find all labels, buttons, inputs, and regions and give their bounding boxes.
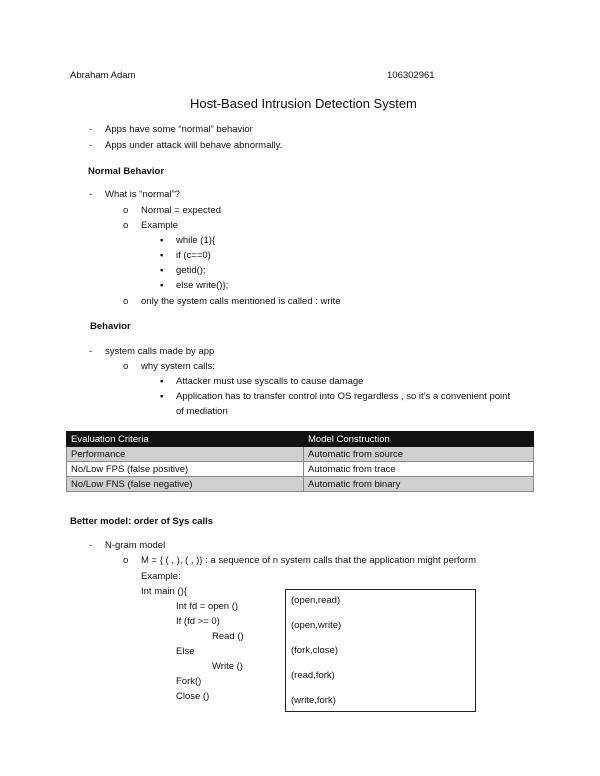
table-row [67,477,534,492]
circle-bullet: o [123,555,129,566]
square-bullet: ▪ [160,391,164,402]
code-line: Else [176,646,195,657]
table-cell: No/Low FNS (false negative) [67,477,304,492]
code-line: while (1){ [176,235,216,246]
example-label: Example: [141,571,181,582]
circle-bullet: o [123,220,129,231]
square-bullet: ▪ [160,265,164,276]
ngram-pair: (open,write) [291,620,342,631]
square-bullet: ▪ [160,376,164,387]
table-row [67,462,534,477]
ngram-pair: (fork,close) [291,645,338,656]
dash-bullet: - [89,540,93,551]
intro-item: Apps under attack will behave abnormally. [105,140,283,151]
only-system-calls: only the system calls mentioned is called : write [141,296,341,307]
code-line: Fork() [176,676,202,687]
square-bullet: ▪ [160,235,164,246]
table-header-cell: Model Construction [304,432,534,447]
author-name: Abraham Adam [70,70,136,81]
code-line: Close () [176,691,210,702]
reason-item-continued: of mediation [176,406,228,417]
intro-item: Apps have some “normal” behavior [105,124,253,135]
table-row [67,447,534,462]
square-bullet: ▪ [160,280,164,291]
code-line: Write () [212,661,243,672]
section-heading-better-model: Better model: order of Sys calls [70,516,214,527]
code-line: Read () [212,631,244,642]
dash-bullet: - [89,124,93,135]
example-label: Example [141,220,178,231]
student-id: 106302961 [387,70,435,81]
reason-item: Attacker must use syscalls to cause damage [176,376,364,387]
section-heading-behavior: Behavior [90,321,131,332]
dash-bullet: - [89,189,93,200]
table-cell: Automatic from trace [304,462,534,477]
table-header-cell: Evaluation Criteria [67,432,304,447]
table-cell: Automatic from binary [304,477,534,492]
table-cell: Automatic from source [304,447,534,462]
evaluation-table [66,431,534,492]
table-cell: No/Low FPS (false positive) [67,462,304,477]
code-line: if (c==0) [176,250,211,261]
code-line: If (fd >= 0) [176,616,220,627]
ngram-pair: (write,fork) [291,695,336,706]
code-line: else write()}; [176,280,229,291]
m-definition: M = { ( , ), ( , )} : a sequence of n system calls that the application might perform [141,555,477,566]
reason-item: Application has to transfer control into OS regardless , so it’s a convenient point [176,391,511,402]
circle-bullet: o [123,361,129,372]
normal-question: What is “normal”? [105,189,180,200]
code-line: Int fd = open () [176,601,239,612]
why-system-calls: why system calls: [141,361,215,372]
section-heading-normal-behavior: Normal Behavior [88,166,165,177]
ngram-pair: (read,fork) [291,670,335,681]
circle-bullet: o [123,205,129,216]
dash-bullet: - [89,346,93,357]
square-bullet: ▪ [160,250,164,261]
code-line: getid(); [176,265,206,276]
page-title: Host-Based Intrusion Detection System [190,96,417,111]
normal-definition: Normal = expected [141,205,221,216]
code-line: Int main (){ [141,586,187,597]
circle-bullet: o [123,296,129,307]
ngram-pair: (open,read) [291,595,341,606]
table-header-row [67,432,534,447]
ngram-item: N-gram model [105,540,166,551]
dash-bullet: - [89,140,93,151]
table-cell: Performance [67,447,304,462]
behavior-item: system calls made by app [105,346,215,357]
